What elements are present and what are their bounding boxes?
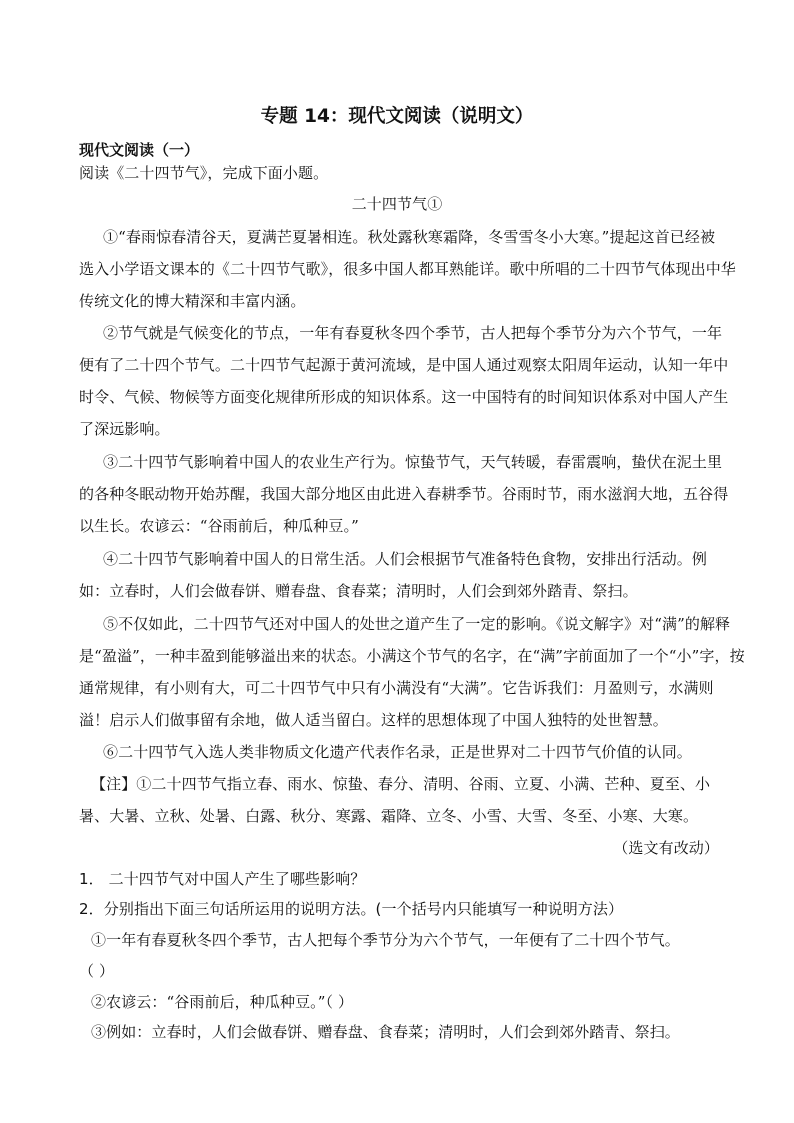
paragraph-line: 以生长。农谚云：“谷雨前后，种瓜种豆。”: [79, 517, 359, 535]
paragraph-line: 的各种冬眠动物开始苏醒，我国大部分地区由此进入春耕季节。谷雨时节，雨水滋润大地，五谷得: [79, 485, 729, 503]
paragraph-line: ④二十四节气影响着中国人的日常生活。人们会根据节气准备特色食物，安排出行活动。例: [103, 550, 708, 568]
paragraph-line: 通常规律，有小则有大，可二十四节气中只有小满没有“大满”。它告诉我们：月盈则亏，水满则: [79, 679, 714, 697]
paragraph-line: 溢！启示人们做事留有余地，做人适当留白。这样的思想体现了中国人独特的处世智慧。: [79, 711, 668, 729]
note-line: 【注】①二十四节气指立春、雨水、惊蛰、春分、清明、谷雨、立夏、小满、芒种、夏至、小: [91, 775, 711, 793]
paragraph-line: 了深远影响。: [79, 420, 170, 438]
note-line: 暑、大暑、立秋、处暑、白露、秋分、寒露、霜降、立冬、小雪、大雪、冬至、小寒、大寒。: [79, 807, 699, 825]
paragraph-line: 传统文化的博大精深和丰富内涵。: [79, 292, 306, 310]
page-title: 专题 14：现代文阅读（说明文）: [260, 106, 534, 127]
paragraph-line: ①“春雨惊春清谷天，夏满芒夏暑相连。秋处露秋寒霜降，冬雪雪冬小大寒。”提起这首已经被: [103, 228, 716, 246]
paragraph-line: 时令、气候、物候等方面变化规律所形成的知识体系。这一中国特有的时间知识体系对中国人产生: [79, 388, 729, 406]
paragraph-line: 选入小学语文课本的《二十四节气歌》，很多中国人都耳熟能详。歌中所唱的二十四节气体现出中华: [79, 260, 736, 278]
question-item: ③例如：立春时，人们会做春饼、赠春盘、食春菜；清明时，人们会到郊外踏青、祭扫。: [91, 1023, 680, 1041]
question-2: 2．分别指出下面三句话所运用的说明方法。(一个括号内只能填写一种说明方法）: [79, 900, 624, 918]
section-heading: 现代文阅读（一）: [79, 141, 200, 159]
reading-instruction: 阅读《二十四节气》，完成下面小题。: [79, 164, 329, 182]
paragraph-line: 便有了二十四个节气。二十四节气起源于黄河流域，是中国人通过观察太阳周年运动，认知一年中: [79, 356, 729, 374]
paragraph-line: ⑤不仅如此，二十四节气还对中国人的处世之道产生了一定的影响。《说文解字》对“满”的解释: [103, 615, 731, 633]
question-item: ①一年有春夏秋冬四个季节，古人把每个季节分为六个节气，一年便有了二十四个节气。: [91, 931, 680, 949]
paragraph-line: 是“盈溢”，一种丰盈到能够溢出来的状态。小满这个节气的名字，在“满”字前面加了一个“小”字，按: [79, 647, 745, 665]
paragraph-line: ③二十四节气影响着中国人的农业生产行为。惊蛰节气，天气转暖，春雷震响，蛰伏在泥土里: [103, 453, 723, 471]
question-item: ②农谚云：“谷雨前后，种瓜种豆。”（ ）: [91, 993, 354, 1011]
paragraph-line: 如：立春时，人们会做春饼、赠春盘、食春菜；清明时，人们会到郊外踏青、祭扫。: [79, 582, 638, 600]
source-note: （选文有改动）: [613, 839, 719, 857]
article-title: 二十四节气①: [351, 195, 443, 213]
paragraph-line: ⑥二十四节气入选人类非物质文化遗产代表作名录，正是世界对二十四节气价值的认同。: [103, 743, 692, 761]
paragraph-line: ②节气就是气候变化的节点，一年有春夏秋冬四个季节，古人把每个季节分为六个节气，一年: [103, 324, 723, 342]
question-1: 1． 二十四节气对中国人产生了哪些影响？: [79, 870, 366, 888]
answer-blank[interactable]: （ ）: [79, 962, 115, 980]
